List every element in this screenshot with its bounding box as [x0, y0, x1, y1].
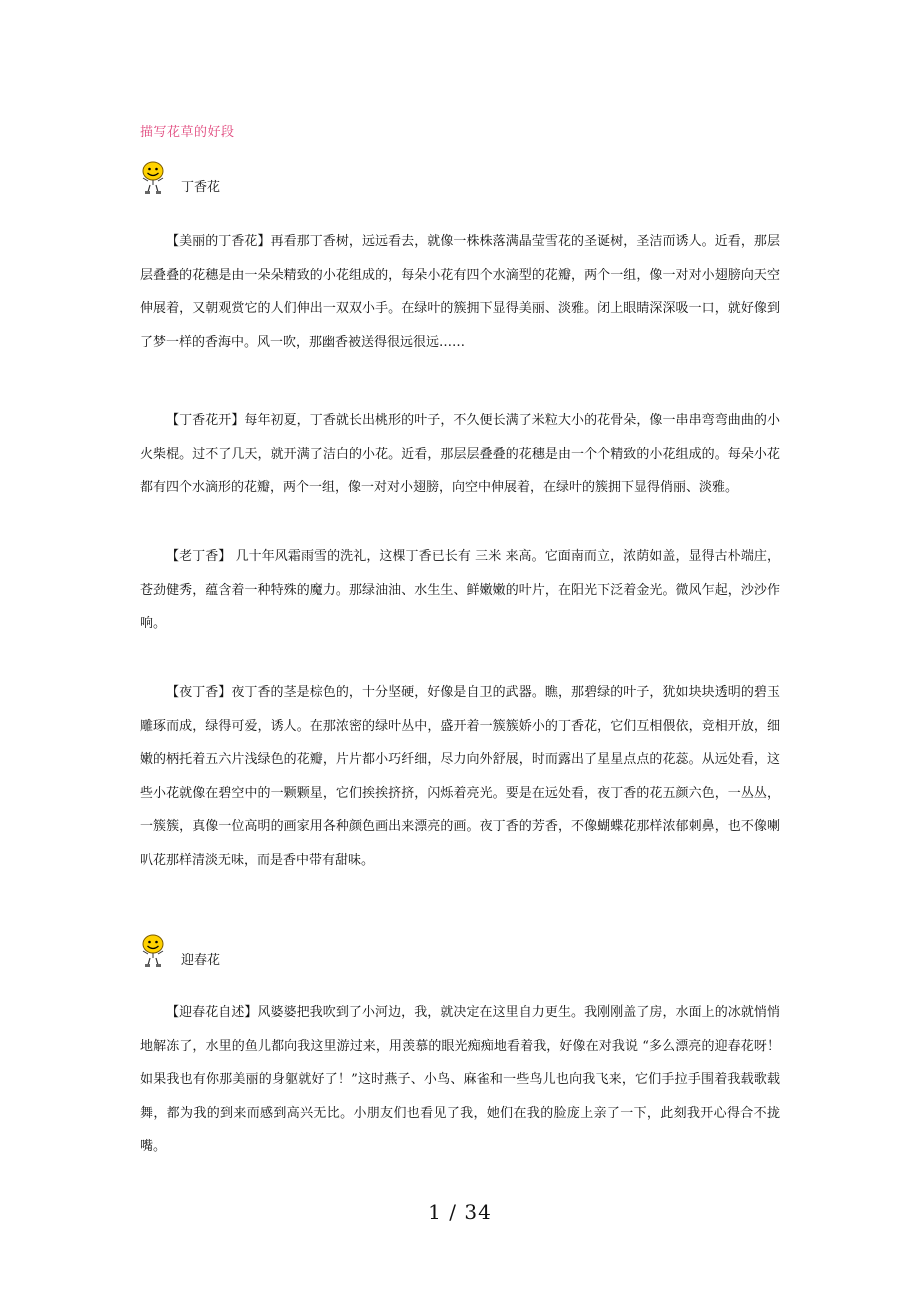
- section-heading-winter-jasmine: [140, 934, 340, 974]
- paragraph-text: 再看那丁香树，远远看去，就像一株株落满晶莹雪花的圣诞树，圣洁而诱人。近看，那层层叠叠的花穗是由一朵朵精致的小花组成的，每朵小花有四个水滴型的花瓣，两个一组，像一对对小翅膀向天空伸展着，又朝观赏它的人们伸出一双双小手。在绿叶的簇拥下显得美丽、淡雅。闭上眼睛深深吸一口，就好像到了梦一样的香海中。风一吹，那幽香被送得很远很远……: [140, 234, 780, 350]
- document-title: 描写花草的好段: [140, 125, 235, 140]
- paragraph-text: 每年初夏，丁香就长出桃形的叶子，不久便长满了米粒大小的花骨朵，像一串串弯弯曲曲的小火柴棍。过不了几天，就开满了洁白的小花。近看，那层层叠叠的花穗是由一个个精致的小花组成的。每朵小花都有四个水滴形的花瓣，两个一组，像一对对小翅膀，向空中伸展着，在绿叶的簇拥下显得俏丽、淡雅。: [140, 413, 780, 495]
- section-heading-label: 迎春花: [181, 953, 221, 968]
- smiley-icon: [140, 934, 168, 968]
- paragraph-tag: 【老丁香】: [166, 549, 232, 564]
- paragraph-text: 风婆婆把我吹到了小河边，我，就决定在这里自力更生。我刚刚盖了房，水面上的冰就悄悄地解冻了，水里的鱼儿都向我这里游过来，用羡慕的眼光痴痴地看着我，好像在对我说 “多么漂亮的迎春花呀！如果我也有你那美丽的身躯就好了！”这时燕子、小鸟、麻雀和一些鸟儿也向我飞来，它们手拉手围着我载歌载舞，都为我的到来而感到高兴无比。小朋友们也看见了我，她们在我的脸庞上亲了一下，此刻我开心得合不拢嘴。: [140, 1005, 780, 1154]
- paragraph-tag: 【夜丁香】: [166, 685, 232, 700]
- paragraph-lilac-blooming: [140, 404, 780, 505]
- paragraph-tag: 【丁香花开】: [166, 413, 245, 428]
- section-heading-label: 丁香花: [181, 180, 221, 195]
- paragraph-tag: 【美丽的丁香花】: [166, 234, 271, 249]
- smiley-icon: [140, 161, 168, 195]
- paragraph-text: 几十年风霜雨雪的洗礼，这棵丁香已长有 三米 来高。它面南而立，浓荫如盖，显得古朴端庄，苍劲健秀，蕴含着一种特殊的魔力。那绿油油、水生生、鲜嫩嫩的叶片，在阳光下泛着金光。微风乍起，沙沙作响。: [140, 549, 780, 631]
- paragraph-winter-jasmine-self: [140, 996, 780, 1164]
- paragraph-beautiful-lilac: [140, 225, 780, 359]
- paragraph-tag: 【迎春花自述】: [166, 1005, 258, 1020]
- paragraph-night-lilac: [140, 676, 780, 877]
- section-heading-lilac: [140, 161, 340, 201]
- paragraph-old-lilac: [140, 540, 780, 641]
- paragraph-text: 夜丁香的茎是棕色的，十分坚硬，好像是自卫的武器。瞧，那碧绿的叶子，犹如块块透明的碧玉雕琢而成，绿得可爱，诱人。在那浓密的绿叶丛中，盛开着一簇簇娇小的丁香花，它们互相偎依，竞相开放，细嫩的柄托着五六片浅绿色的花瓣，片片都小巧纤细，尽力向外舒展，时而露出了星星点点的花蕊。从远处看，这些小花就像在碧空中的一颗颗星，它们挨挨挤挤，闪烁着亮光。要是在远处看，夜丁香的花五颜六色，一丛丛，一簇簇，真像一位高明的画家用各种颜色画出来漂亮的画。夜丁香的芳香，不像蝴蝶花那样浓郁刺鼻，也不像喇叭花那样清淡无味，而是香中带有甜味。: [140, 685, 780, 868]
- page-indicator: 1 / 34: [428, 1200, 492, 1224]
